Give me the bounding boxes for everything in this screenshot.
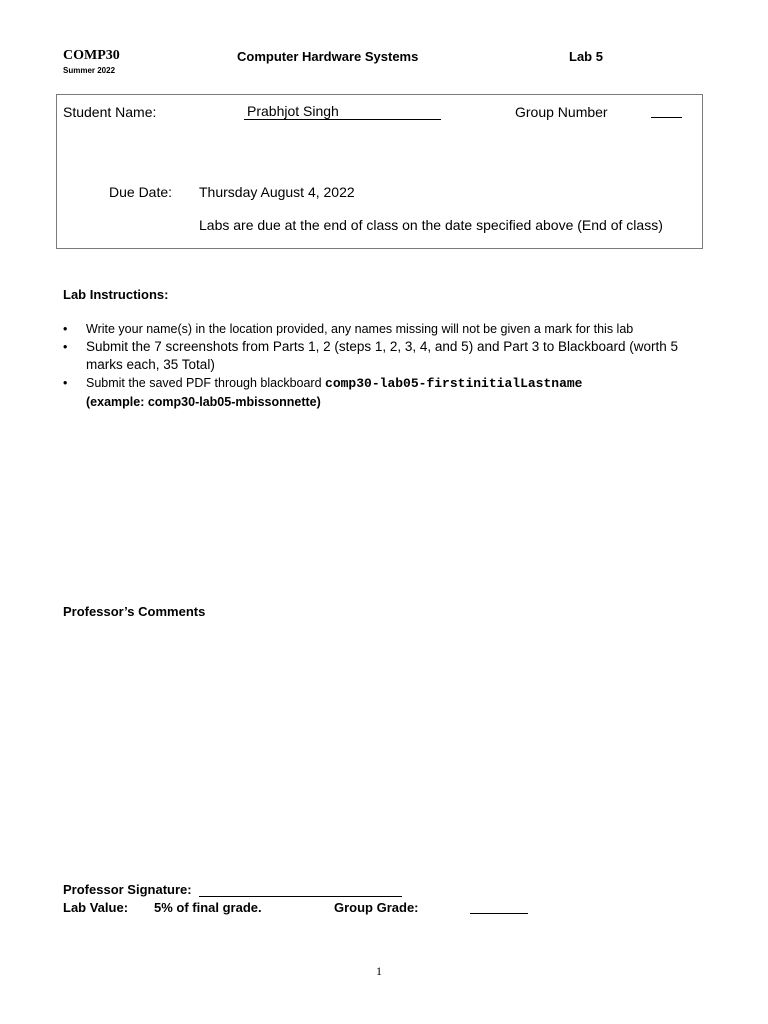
student-name-label: Student Name: <box>63 104 157 120</box>
professor-signature-label: Professor Signature: <box>63 882 192 897</box>
instruction-text: Submit the 7 screenshots from Parts 1, 2 (steps 1, 2, 3, 4, and 5) and Part 3 to Blackboard (worth 5 marks each, 35 Total) <box>86 339 679 372</box>
bullet-icon: • <box>63 322 68 336</box>
group-number-label: Group Number <box>515 104 608 120</box>
list-item <box>63 320 703 338</box>
lab-instructions-heading: Lab Instructions: <box>63 287 169 302</box>
course-title: Computer Hardware Systems <box>237 49 419 64</box>
professor-comments-heading: Professor’s Comments <box>63 604 206 619</box>
due-note: Labs are due at the end of class on the date specified above (End of class) <box>199 217 663 233</box>
lab-title: Lab 5 <box>569 49 603 64</box>
bullet-icon: • <box>63 376 68 390</box>
group-number-field[interactable] <box>651 117 682 118</box>
group-grade-label: Group Grade: <box>334 900 419 915</box>
signature-field[interactable] <box>199 896 402 897</box>
instructions-list <box>63 320 703 411</box>
list-item <box>63 374 703 411</box>
due-date-value: Thursday August 4, 2022 <box>199 184 355 200</box>
instruction-text: Submit the saved PDF through blackboard <box>86 376 322 390</box>
page-number: 1 <box>376 964 382 978</box>
due-date-label: Due Date: <box>109 184 173 200</box>
bullet-icon: • <box>63 340 68 354</box>
file-name-example: (example: comp30-lab05-mbissonnette) <box>86 395 321 409</box>
course-code: COMP30 <box>63 48 120 63</box>
term-label: Summer 2022 <box>63 66 116 75</box>
file-name-format: comp30-lab05-firstinitialLastname <box>325 376 583 391</box>
instruction-text: Write your name(s) in the location provided, any names missing will not be given a mark for this lab <box>86 322 634 336</box>
lab-value-label: Lab Value: <box>63 900 129 915</box>
list-item <box>63 338 706 374</box>
lab-value-text: 5% of final grade. <box>154 900 262 915</box>
group-grade-field[interactable] <box>470 913 528 914</box>
student-name-field[interactable]: Prabhjot Singh <box>244 104 441 120</box>
